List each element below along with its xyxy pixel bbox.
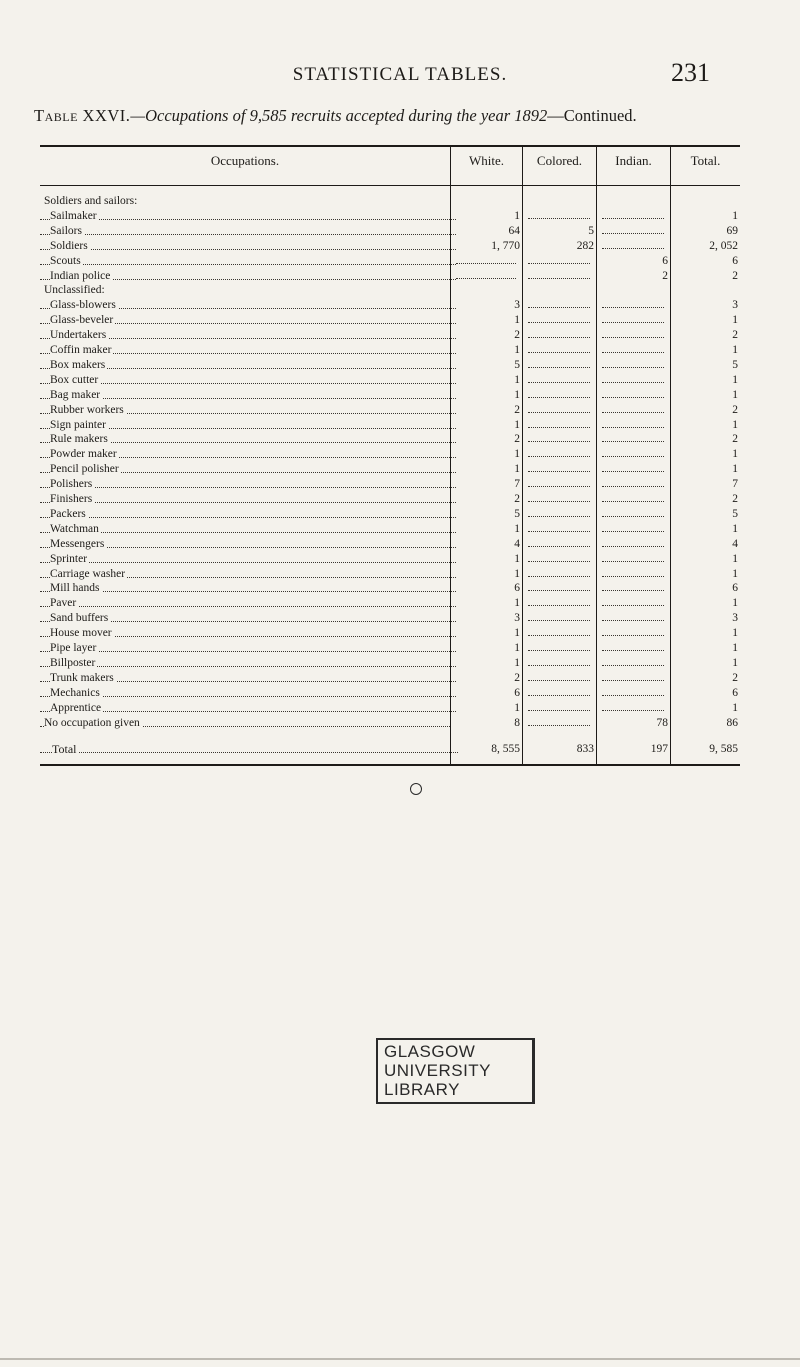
empty-cell-leader <box>528 717 590 726</box>
empty-cell-leader <box>528 314 590 323</box>
occupation-cell <box>40 523 460 535</box>
occupation-cell <box>40 538 460 550</box>
occupation-label: Sprinter <box>50 552 88 565</box>
value-white: 1, 770 <box>491 239 520 252</box>
occupation-label: Soldiers <box>50 239 88 252</box>
empty-cell-leader <box>528 612 590 621</box>
stamp-line-3: LIBRARY <box>384 1080 460 1099</box>
value-white: 4 <box>514 537 520 550</box>
value-total: 1 <box>732 627 738 640</box>
table-row <box>40 210 740 222</box>
occupation-cell <box>40 463 460 475</box>
empty-cell-leader <box>528 687 590 696</box>
page-edge <box>0 1358 800 1360</box>
empty-cell-leader <box>528 433 590 442</box>
empty-cell-leader <box>602 240 664 249</box>
value-total: 2 <box>732 671 738 684</box>
value-colored: 282 <box>576 239 594 252</box>
empty-cell-leader <box>528 493 590 502</box>
value-total: 1 <box>732 567 738 580</box>
value-total: 1 <box>732 522 738 535</box>
table-row <box>40 314 740 326</box>
running-title: STATISTICAL TABLES. <box>292 64 508 85</box>
occupation-label: Sailmaker <box>50 209 97 222</box>
total-white: 8, 555 <box>491 743 520 755</box>
stamp-line-1: GLASGOW <box>384 1042 476 1061</box>
value-white: 6 <box>514 686 520 699</box>
table-row <box>40 404 740 416</box>
empty-cell-leader <box>602 702 664 711</box>
table-row <box>40 240 740 252</box>
empty-cell-leader <box>528 255 590 264</box>
empty-cell-leader <box>528 597 590 606</box>
empty-cell-leader <box>528 419 590 428</box>
occupation-label: Pencil polisher <box>50 463 119 476</box>
value-white: 2 <box>514 493 520 505</box>
value-total: 5 <box>732 358 738 371</box>
occupation-cell <box>40 478 460 490</box>
occupation-cell <box>40 389 460 401</box>
value-white: 1 <box>514 388 520 401</box>
table-row <box>40 642 740 654</box>
value-total: 2 <box>732 329 738 342</box>
empty-cell-leader <box>528 672 590 681</box>
occupation-cell <box>40 404 460 416</box>
empty-cell-leader <box>602 374 664 383</box>
table-row <box>40 329 740 341</box>
occupation-cell <box>40 255 460 267</box>
occupation-label: Sailors <box>50 224 82 237</box>
occupation-cell <box>40 270 460 282</box>
table-row <box>40 508 740 520</box>
total-label-cell <box>40 743 462 755</box>
empty-cell-leader <box>602 538 664 547</box>
value-white: 1 <box>514 522 520 535</box>
empty-cell-leader <box>528 404 590 413</box>
occupation-cell <box>40 433 460 445</box>
empty-cell-leader <box>602 493 664 502</box>
value-total: 5 <box>732 507 738 520</box>
empty-cell-leader <box>528 374 590 383</box>
empty-cell-leader <box>602 389 664 398</box>
occupation-label: Glass-blowers <box>50 299 116 312</box>
value-white: 1 <box>514 552 520 565</box>
occupation-cell <box>40 344 460 356</box>
occupation-label: Unclassified: <box>44 284 105 297</box>
value-indian: 2 <box>662 269 668 282</box>
circle-mark <box>410 783 422 795</box>
header-bottom-rule <box>40 185 740 186</box>
library-stamp <box>376 1038 535 1104</box>
occupation-label: Trunk makers <box>50 671 114 684</box>
occupation-label: Pipe layer <box>50 642 97 654</box>
empty-cell-leader <box>602 553 664 562</box>
value-white: 5 <box>514 507 520 520</box>
table-row <box>40 612 740 624</box>
empty-cell-leader <box>602 359 664 368</box>
total-colored: 833 <box>576 743 594 755</box>
table-row <box>40 553 740 565</box>
value-total: 2 <box>732 269 738 282</box>
value-total: 69 <box>726 224 738 237</box>
empty-cell-leader <box>528 508 590 517</box>
empty-cell-leader <box>528 329 590 338</box>
empty-cell-leader <box>602 568 664 577</box>
empty-cell-leader <box>528 702 590 711</box>
occupation-cell <box>40 448 460 460</box>
empty-cell-leader <box>528 657 590 666</box>
empty-cell-leader <box>602 463 664 472</box>
occupation-label: Polishers <box>50 478 93 491</box>
empty-cell-leader <box>528 642 590 651</box>
empty-cell-leader <box>456 270 516 279</box>
empty-cell-leader <box>528 553 590 562</box>
table-row <box>40 463 740 475</box>
occupation-label: No occupation given <box>44 716 140 729</box>
occupation-cell <box>40 687 460 699</box>
table-row <box>40 597 740 609</box>
value-white: 5 <box>514 358 520 371</box>
value-total: 3 <box>732 299 738 312</box>
value-total: 1 <box>732 552 738 565</box>
table-row <box>40 702 740 714</box>
value-total: 2 <box>732 493 738 505</box>
table-row <box>40 717 740 729</box>
empty-cell-leader <box>602 582 664 591</box>
value-total: 1 <box>732 314 738 327</box>
empty-cell-leader <box>602 627 664 636</box>
occupation-label: Rule makers <box>50 433 108 446</box>
section-heading-row <box>40 195 740 207</box>
value-white: 8 <box>514 716 520 729</box>
value-white: 1 <box>514 597 520 610</box>
occupation-cell <box>40 582 460 594</box>
table-row <box>40 582 740 594</box>
empty-cell-leader <box>528 299 590 308</box>
empty-cell-leader <box>602 448 664 457</box>
empty-cell-leader <box>602 210 664 219</box>
occupation-label: Bag maker <box>50 388 101 401</box>
table-row <box>40 225 740 237</box>
occupation-label: Indian police <box>50 269 111 282</box>
header-indian: Indian. <box>615 153 652 168</box>
value-white: 1 <box>514 373 520 386</box>
caption-prefix: Table XXVI. <box>34 106 131 125</box>
table-caption <box>34 106 774 126</box>
occupation-cell <box>40 627 460 639</box>
total-indian: 197 <box>650 743 668 755</box>
occupation-cell <box>40 672 460 684</box>
value-white: 1 <box>514 701 520 714</box>
empty-cell-leader <box>602 478 664 487</box>
header-total: Total. <box>690 153 721 168</box>
table-row <box>40 448 740 460</box>
table-row <box>40 419 740 431</box>
occupation-label: Powder maker <box>50 448 117 461</box>
occupation-label: Undertakers <box>50 329 107 342</box>
occupation-cell <box>40 299 460 311</box>
occupation-label: Box makers <box>50 358 106 371</box>
value-total: 7 <box>732 478 738 491</box>
value-white: 1 <box>514 642 520 654</box>
value-white: 1 <box>514 448 520 461</box>
value-total: 2 <box>732 433 738 446</box>
empty-cell-leader <box>528 344 590 353</box>
value-total: 1 <box>732 209 738 222</box>
value-total: 1 <box>732 388 738 401</box>
value-total: 86 <box>726 716 738 729</box>
total-row <box>40 743 740 755</box>
table-row <box>40 538 740 550</box>
table-row <box>40 359 740 371</box>
value-total: 1 <box>732 642 738 654</box>
occupation-label: Box cutter <box>50 373 99 386</box>
occupation-label: Coffin maker <box>50 344 112 356</box>
occupation-label: Apprentice <box>50 701 102 714</box>
table-row <box>40 389 740 401</box>
empty-cell-leader <box>528 270 590 279</box>
value-white: 1 <box>514 627 520 640</box>
table-row <box>40 433 740 445</box>
table-row <box>40 493 740 505</box>
empty-cell-leader <box>602 329 664 338</box>
occupation-cell <box>40 314 460 326</box>
occupation-label: Sign painter <box>50 418 106 431</box>
section-heading-row <box>40 284 740 296</box>
header-occupations: Occupations. <box>210 153 280 168</box>
empty-cell-leader <box>528 359 590 368</box>
occupation-label: Mill hands <box>50 582 100 595</box>
occupation-label: Billposter <box>50 656 96 669</box>
occupation-label: Watchman <box>50 522 99 535</box>
empty-cell-leader <box>602 344 664 353</box>
value-total: 6 <box>732 686 738 699</box>
empty-cell-leader <box>528 538 590 547</box>
occupation-label: Scouts <box>50 254 81 267</box>
empty-cell-leader <box>528 448 590 457</box>
value-white: 2 <box>514 403 520 416</box>
empty-cell-leader <box>602 404 664 413</box>
occupation-label: Soldiers and sailors: <box>44 195 138 207</box>
table-row <box>40 255 740 267</box>
value-total: 1 <box>732 344 738 356</box>
value-total: 1 <box>732 656 738 669</box>
occupation-label: Carriage washer <box>50 567 126 580</box>
occupation-cell <box>40 493 460 505</box>
occupation-cell <box>40 597 460 609</box>
empty-cell-leader <box>528 210 590 219</box>
caption-suffix: —Continued. <box>547 106 637 125</box>
table-row <box>40 299 740 311</box>
occupation-label: House mover <box>50 627 112 640</box>
empty-cell-leader <box>602 508 664 517</box>
empty-cell-leader <box>528 478 590 487</box>
value-total: 1 <box>732 463 738 476</box>
table-row <box>40 627 740 639</box>
value-white: 1 <box>514 418 520 431</box>
value-white: 3 <box>514 299 520 312</box>
occupation-cell <box>40 702 460 714</box>
value-white: 3 <box>514 612 520 625</box>
page-number: 231 <box>671 58 710 87</box>
occupation-cell <box>40 642 460 654</box>
empty-cell-leader <box>456 255 516 264</box>
occupation-label: Mechanics <box>50 686 100 699</box>
occupation-cell <box>40 553 460 565</box>
value-indian: 6 <box>662 254 668 267</box>
occupation-label: Sand buffers <box>50 612 109 625</box>
occupation-cell <box>40 195 454 207</box>
value-white: 1 <box>514 567 520 580</box>
empty-cell-leader <box>602 687 664 696</box>
value-total: 1 <box>732 373 738 386</box>
value-total: 1 <box>732 597 738 610</box>
table-row <box>40 478 740 490</box>
value-total: 2, 052 <box>709 239 738 252</box>
occupation-cell <box>40 508 460 520</box>
occupation-cell <box>40 657 460 669</box>
empty-cell-leader <box>528 463 590 472</box>
empty-cell-leader <box>602 314 664 323</box>
empty-cell-leader <box>602 642 664 651</box>
value-white: 64 <box>508 224 520 237</box>
empty-cell-leader <box>602 612 664 621</box>
value-white: 7 <box>514 478 520 491</box>
header-white: White. <box>468 153 504 168</box>
empty-cell-leader <box>602 433 664 442</box>
occupation-cell <box>40 225 460 237</box>
value-total: 1 <box>732 418 738 431</box>
value-total: 2 <box>732 403 738 416</box>
occupation-label: Messengers <box>50 537 105 550</box>
occupation-cell <box>40 374 460 386</box>
total-total: 9, 585 <box>709 743 738 755</box>
empty-cell-leader <box>602 419 664 428</box>
table-row <box>40 672 740 684</box>
occupation-cell <box>40 210 460 222</box>
empty-cell-leader <box>528 582 590 591</box>
value-total: 4 <box>732 537 738 550</box>
empty-cell-leader <box>528 523 590 532</box>
occupation-label: Glass-beveler <box>50 314 114 327</box>
value-white: 6 <box>514 582 520 595</box>
empty-cell-leader <box>602 225 664 234</box>
occupation-label: Paver <box>50 597 77 610</box>
occupation-cell <box>40 612 460 624</box>
table-row <box>40 687 740 699</box>
value-white: 1 <box>514 314 520 327</box>
value-white: 2 <box>514 329 520 342</box>
occupation-cell <box>40 359 460 371</box>
occupation-label: Rubber workers <box>50 403 124 416</box>
empty-cell-leader <box>528 389 590 398</box>
value-white: 1 <box>514 463 520 476</box>
empty-cell-leader <box>602 597 664 606</box>
value-white: 1 <box>514 209 520 222</box>
empty-cell-leader <box>602 672 664 681</box>
header-colored: Colored. <box>536 153 583 168</box>
value-white: 1 <box>514 344 520 356</box>
table-row <box>40 657 740 669</box>
table-row <box>40 374 740 386</box>
table-row <box>40 523 740 535</box>
value-white: 1 <box>514 656 520 669</box>
value-white: 2 <box>514 433 520 446</box>
value-indian: 78 <box>656 716 668 729</box>
value-white: 2 <box>514 671 520 684</box>
occupation-cell <box>40 240 460 252</box>
table-bottom-rule <box>40 764 740 766</box>
table-row <box>40 270 740 282</box>
occupation-label: Packers <box>50 507 86 520</box>
caption-italic: —Occupations of 9,585 recruits accepted during the year 1892 <box>130 106 548 125</box>
running-head <box>0 60 800 90</box>
value-total: 6 <box>732 582 738 595</box>
occupation-cell <box>40 568 460 580</box>
value-total: 1 <box>732 448 738 461</box>
occupation-cell <box>40 329 460 341</box>
empty-cell-leader <box>528 627 590 636</box>
occupation-label: Finishers <box>50 493 93 505</box>
value-total: 1 <box>732 701 738 714</box>
empty-cell-leader <box>602 657 664 666</box>
occupations-table <box>40 145 740 766</box>
empty-cell-leader <box>602 299 664 308</box>
occupation-cell <box>40 717 454 729</box>
value-colored: 5 <box>588 224 594 237</box>
stamp-line-2: UNIVERSITY <box>384 1061 492 1080</box>
value-total: 6 <box>732 254 738 267</box>
occupation-cell <box>40 419 460 431</box>
table-row <box>40 344 740 356</box>
table-top-rule <box>40 145 740 147</box>
total-label: Total <box>52 743 77 755</box>
table-row <box>40 568 740 580</box>
empty-cell-leader <box>602 523 664 532</box>
value-total: 3 <box>732 612 738 625</box>
empty-cell-leader <box>528 568 590 577</box>
occupation-cell <box>40 284 454 296</box>
